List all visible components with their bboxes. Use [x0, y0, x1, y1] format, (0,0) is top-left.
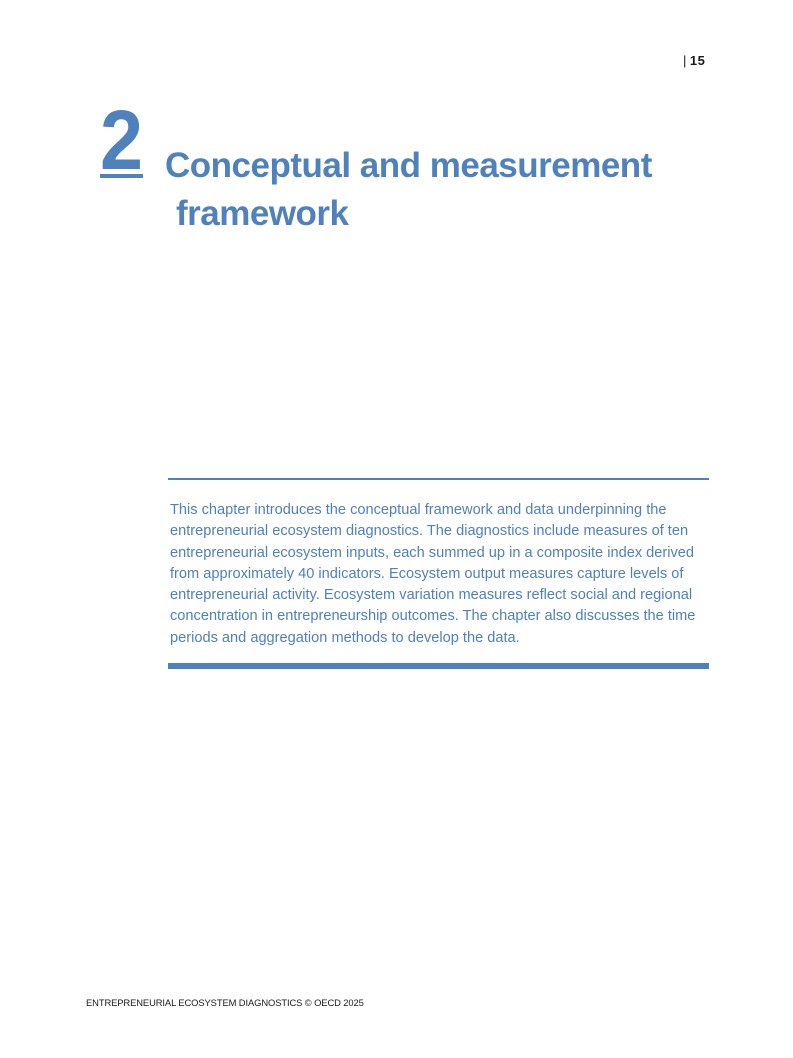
page-number: [683, 53, 705, 68]
page-number-value: 15: [689, 53, 706, 68]
abstract-bottom-rule: [168, 663, 709, 669]
chapter-abstract-text: This chapter introduces the conceptual framework and data underpinning the entrepreneurial ecosystem diagnostics. The diagnostics include measures of ten entrepreneurial ecosystem inputs, each summed up in a composite index derived from approximately 40 indicators. Ecosystem output measures capture levels of entrepreneurial activity. Ecosystem variation measures reflect social and regional concentration in entrepreneurship outcomes. The chapter also discusses the time periods and aggregation methods to develop the data.: [170, 502, 696, 646]
chapter-abstract-box: [168, 478, 709, 669]
chapter-number: 2: [100, 93, 143, 187]
chapter-title-line-1: Conceptual and measurement: [165, 146, 652, 185]
chapter-title: [165, 142, 685, 238]
chapter-title-line-2: framework: [176, 194, 349, 233]
page-footer: ENTREPRENEURIAL ECOSYSTEM DIAGNOSTICS © OECD 2025: [86, 997, 364, 1008]
page-number-separator: |: [683, 53, 687, 68]
